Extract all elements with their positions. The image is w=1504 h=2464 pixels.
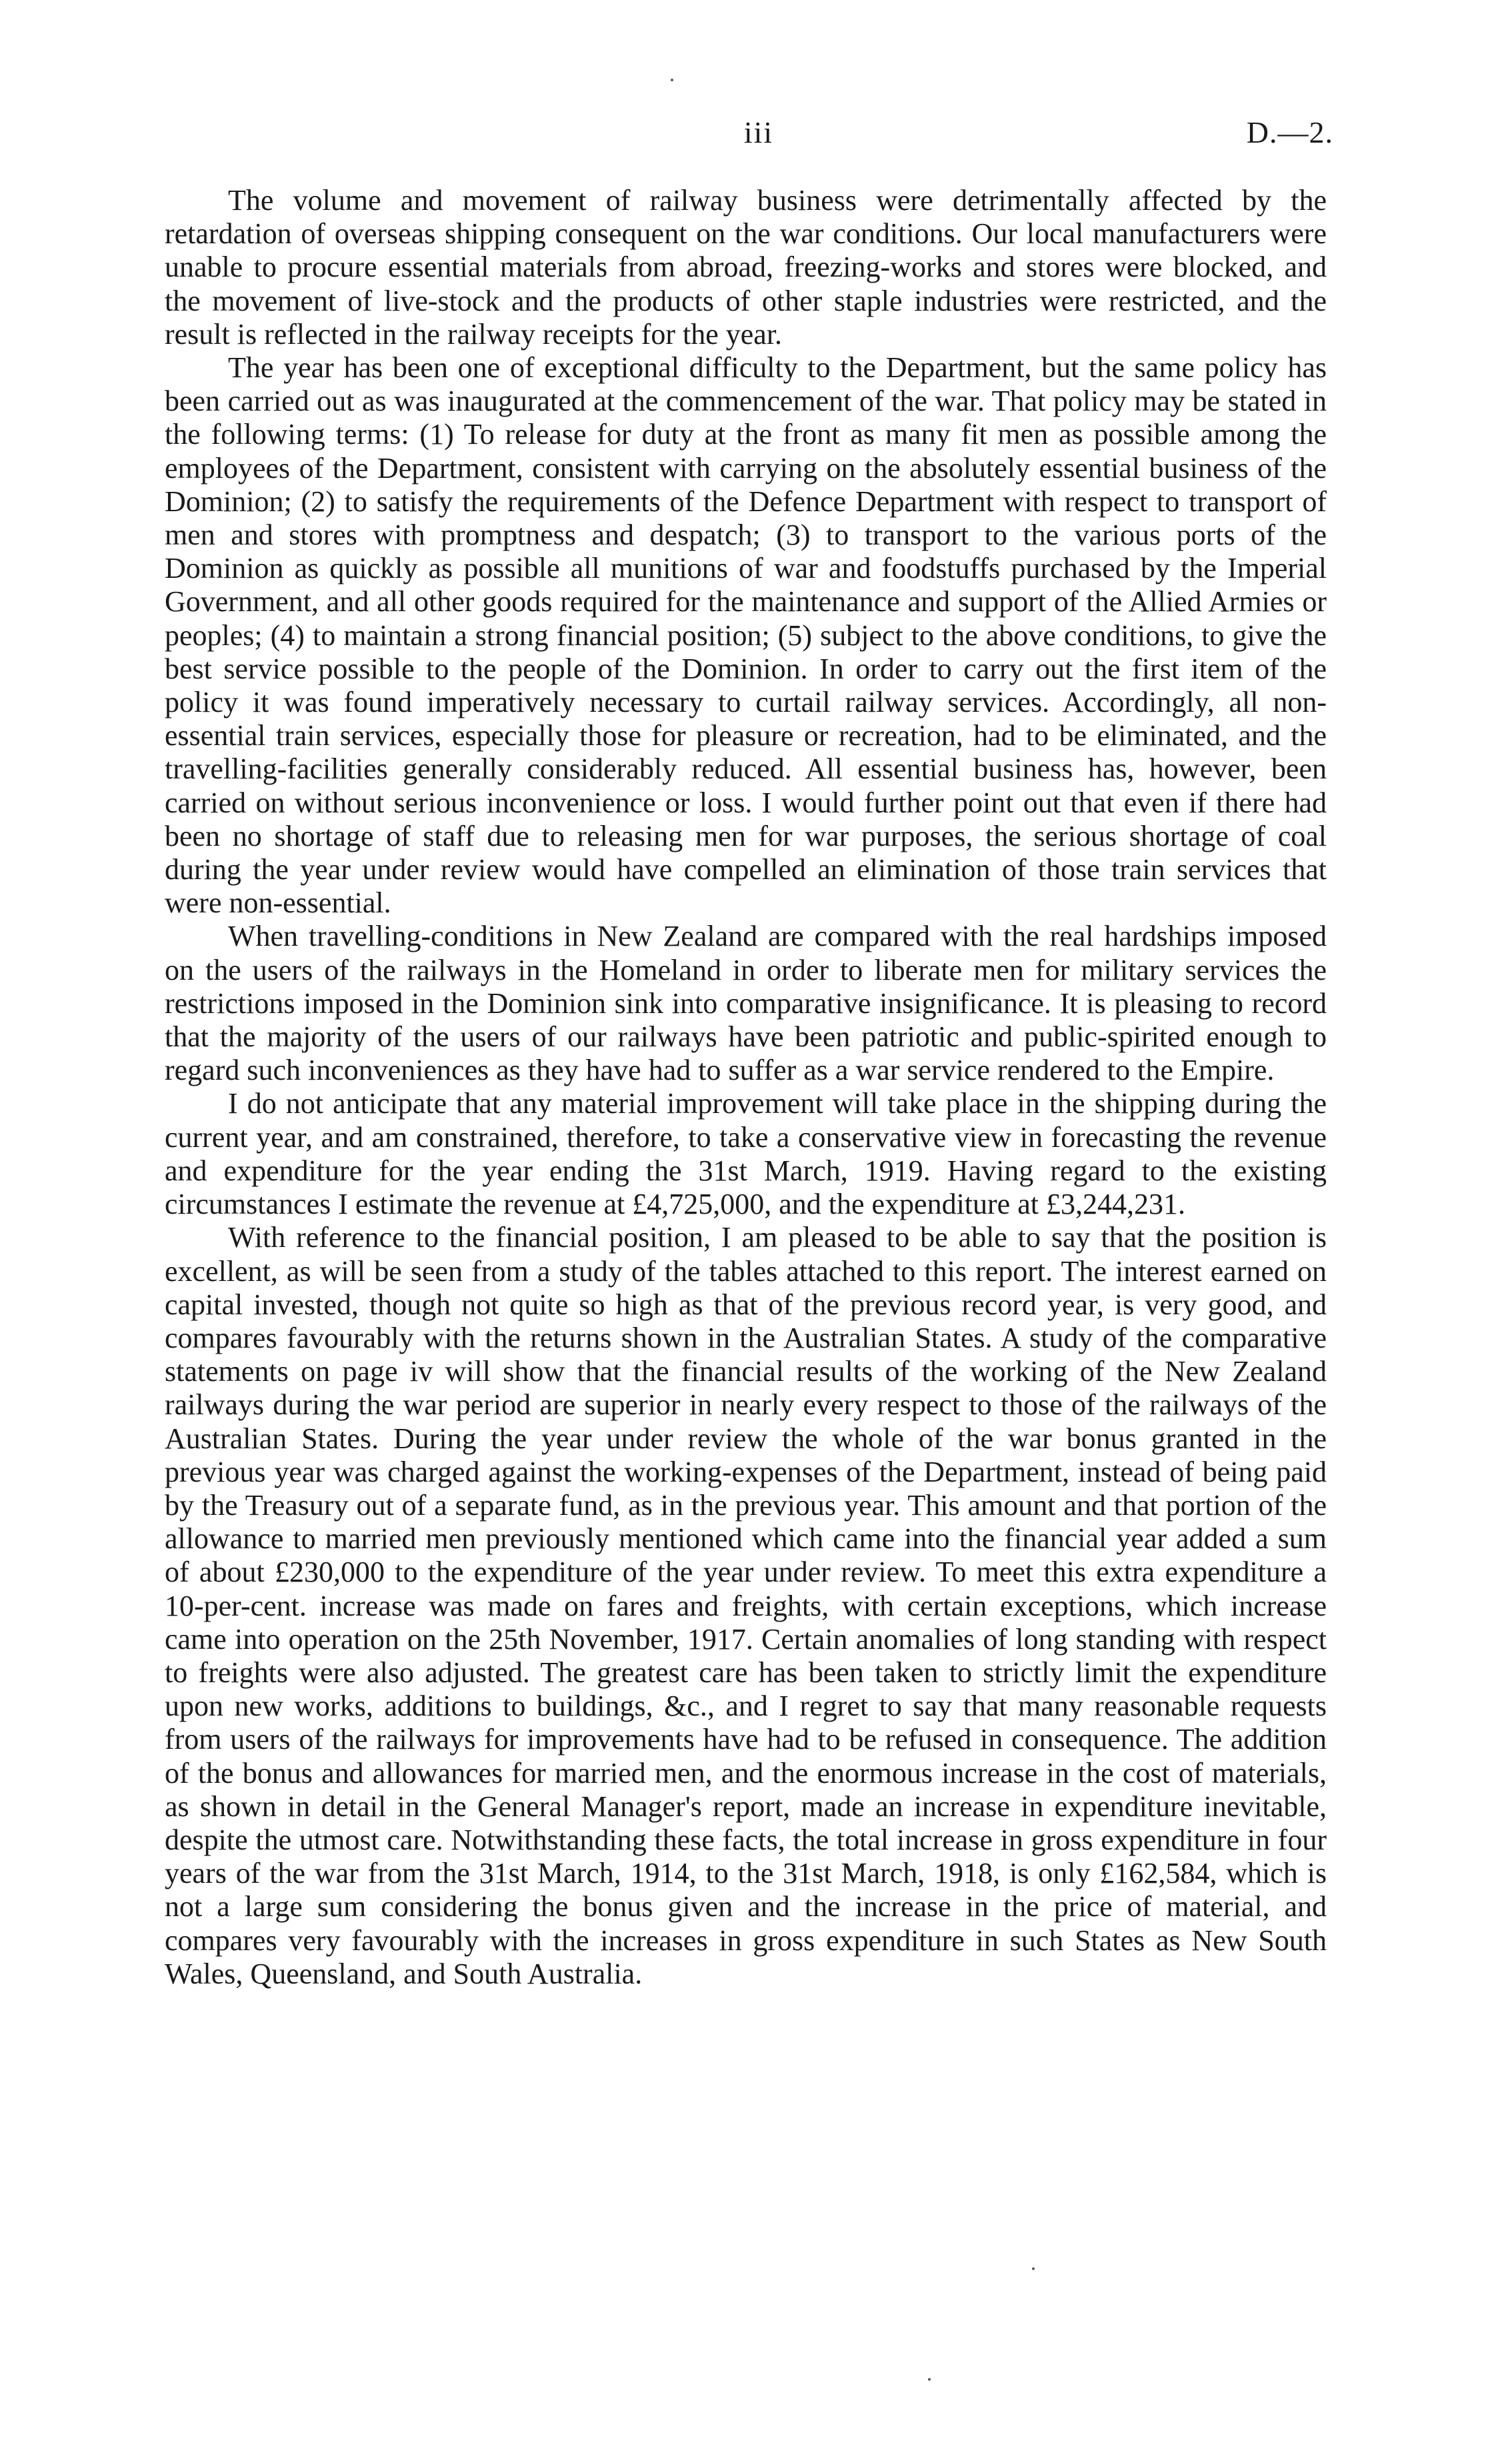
scan-speck: [928, 2378, 931, 2381]
paragraph-revenue-forecast: I do not anticipate that any material improvement will take place in the shipping during the current year, and am constrained, therefore, to take a conservative view in forecasting the revenue and expenditure for the year ending the 31st March, 1919. Having regard to the existing circumstances I estimate the revenue at £4,725,000, and the expenditure at £3,244,231.: [165, 1087, 1327, 1221]
body-text: [165, 184, 1327, 1991]
paragraph-department-policy: The year has been one of exceptional difficulty to the Department, but the same policy has been carried out as was inaugurated at the commencement of the war. That policy may be stated in the following terms: (1) To release for duty at the front as many fit men as possible among the employees of the Department, consistent with carrying on the absolutely essential business of the Dominion; (2) to satisfy the requirements of the Defence Department with respect to transport of men and stores with promptness and despatch; (3) to transport to the various ports of the Dominion as quickly as possible all munitions of war and foodstuffs purchased by the Imperial Government, and all other goods required for the maintenance and support of the Allied Armies or peoples; (4) to maintain a strong financial position; (5) subject to the above conditions, to give the best service possible to the people of the Dominion. In order to carry out the first item of the policy it was found imperatively necessary to curtail railway services. Accordingly, all non-essential train services, especially those for pleasure or recreation, had to be eliminated, and the travelling-facilities generally considerably reduced. All essential business has, however, been carried on without serious inconvenience or loss. I would further point out that even if there had been no shortage of staff due to releasing men for war purposes, the serious shortage of coal during the year under review would have compelled an elimination of those train services that were non-essential.: [165, 351, 1327, 920]
scan-speck: [1032, 2267, 1035, 2270]
paragraph-shipping-retardation: The volume and movement of railway business were detrimentally affected by the retardation of overseas shipping consequent on the war conditions. Our local manufacturers were unable to procure essential materials from abroad, freezing-works and stores were blocked, and the movement of live-stock and the products of other staple industries were restricted, and the result is reflected in the railway receipts for the year.: [165, 184, 1327, 351]
paragraph-travelling-conditions: When travelling-conditions in New Zealand are compared with the real hardships imposed on the users of the railways in the Homeland in order to liberate men for military services the restrictions imposed in the Dominion sink into comparative insignificance. It is pleasing to record that the majority of the users of our railways have been patriotic and public-spirited enough to regard such inconveniences as they have had to suffer as a war service rendered to the Empire.: [165, 920, 1327, 1087]
scan-speck: [671, 79, 673, 81]
document-reference: D.—2.: [1246, 115, 1333, 149]
paragraph-financial-position: With reference to the financial position, I am pleased to be able to say that the position is excellent, as will be seen from a study of the tables attached to this report. The interest earned on capital invested, though not quite so high as that of the previous record year, is very good, and compares favourably with the returns shown in the Australian States. A study of the comparative statements on page iv will show that the financial results of the working of the New Zealand railways during the war period are superior in nearly every respect to those of the railways of the Australian States. During the year under review the whole of the war bonus granted in the previous year was charged against the working-expenses of the Department, instead of being paid by the Treasury out of a separate fund, as in the previous year. This amount and that portion of the allowance to married men previously mentioned which came into the financial year added a sum of about £230,000 to the expenditure of the year under review. To meet this extra expenditure a 10-per-cent. increase was made on fares and freights, with certain exceptions, which increase came into operation on the 25th November, 1917. Certain anomalies of long standing with respect to freights were also adjusted. The greatest care has been taken to strictly limit the expenditure upon new works, additions to buildings, &c., and I regret to say that many reasonable requests from users of the railways for improvements have had to be refused in consequence. The addition of the bonus and allowances for married men, and the enormous increase in the cost of materials, as shown in detail in the General Manager's report, made an increase in expenditure inevitable, despite the utmost care. Notwithstanding these facts, the total increase in gross expenditure in four years of the war from the 31st March, 1914, to the 31st March, 1918, is only £162,584, which is not a large sum considering the bonus given and the increase in the price of material, and compares very favourably with the increases in gross expenditure in such States as New South Wales, Queensland, and South Australia.: [165, 1221, 1327, 1990]
page-number: iii: [743, 115, 774, 149]
